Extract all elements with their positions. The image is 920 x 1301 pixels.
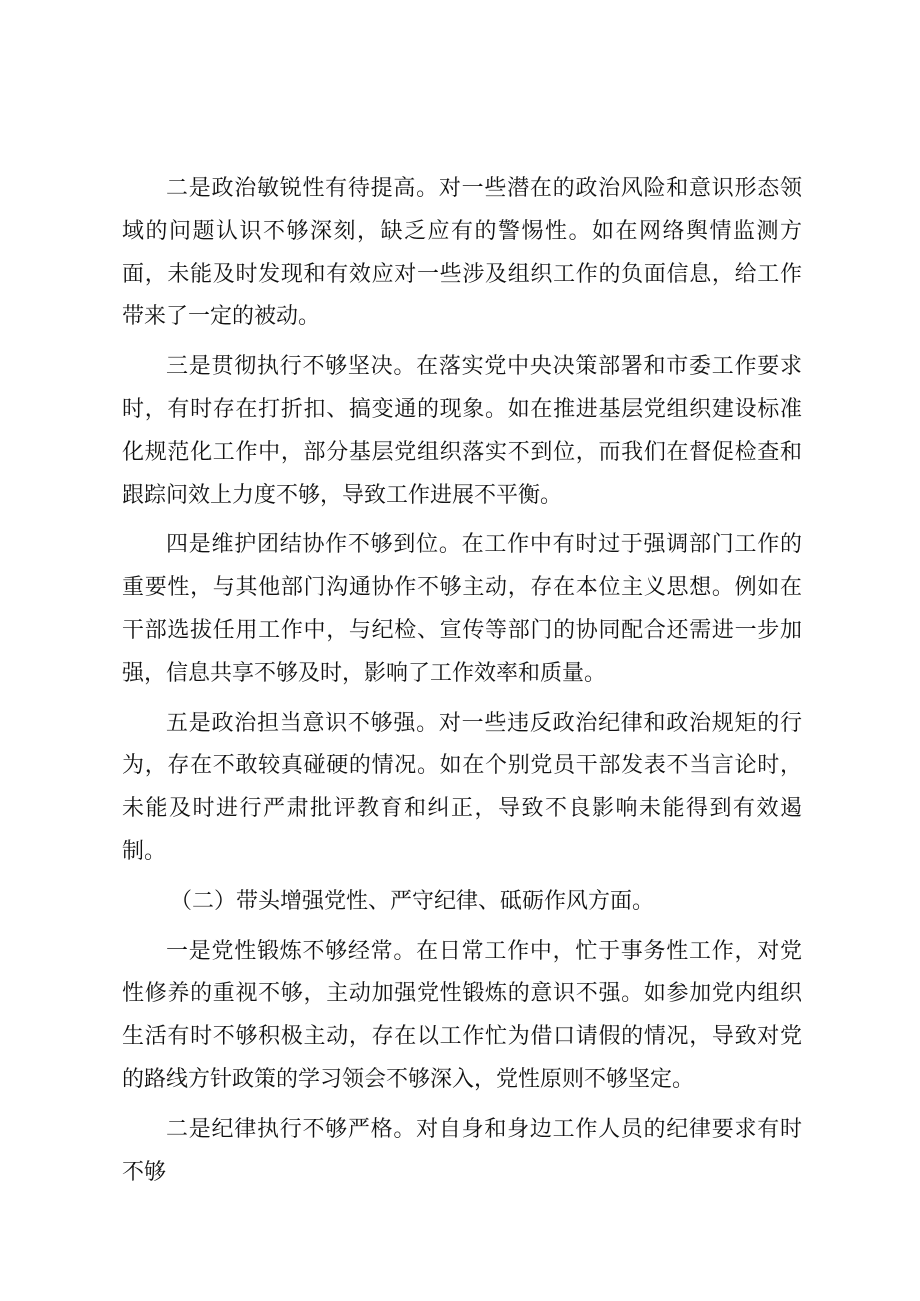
document-body (122, 168, 802, 1201)
paragraph-unity-cooperation: 四是维护团结协作不够到位。在工作中有时过于强调部门工作的重要性，与其他部门沟通协作不够主动，存在本位主义思想。例如在干部选拔任用工作中，与纪检、宣传等部门的协同配合还需进一步加强，信息共享不够及时，影响了工作效率和质量。 (122, 532, 802, 686)
section-heading-party-spirit: （二）带头增强党性、严守纪律、砥砺作风方面。 (170, 888, 655, 914)
paragraph-political-sensitivity: 二是政治敏锐性有待提高。对一些潜在的政治风险和意识形态领域的问题认识不够深刻，缺乏应有的警惕性。如在网络舆情监测方面，未能及时发现和有效应对一些涉及组织工作的负面信息，给工作带来了一定的被动。 (122, 176, 802, 330)
paragraph-political-responsibility: 五是政治担当意识不够强。对一些违反政治纪律和政治规矩的行为，存在不敢较真碰硬的情况。如在个别党员干部发表不当言论时，未能及时进行严肃批评教育和纠正，导致不良影响未能得到有效遏制。 (122, 710, 802, 864)
paragraph-party-spirit-training: 一是党性锻炼不够经常。在日常工作中，忙于事务性工作，对党性修养的重视不够，主动加强党性锻炼的意识不强。如参加党内组织生活有时不够积极主动，存在以工作忙为借口请假的情况，导致对党的路线方针政策的学习领会不够深入，党性原则不够坚定。 (122, 938, 802, 1092)
paragraph-implementation: 三是贯彻执行不够坚决。在落实党中央决策部署和市委工作要求时，有时存在打折扣、搞变通的现象。如在推进基层党组织建设标准化规范化工作中，部分基层党组织落实不到位，而我们在督促检查和跟踪问效上力度不够，导致工作进展不平衡。 (122, 354, 802, 508)
paragraph-discipline: 二是纪律执行不够严格。对自身和身边工作人员的纪律要求有时不够 (122, 1116, 802, 1185)
